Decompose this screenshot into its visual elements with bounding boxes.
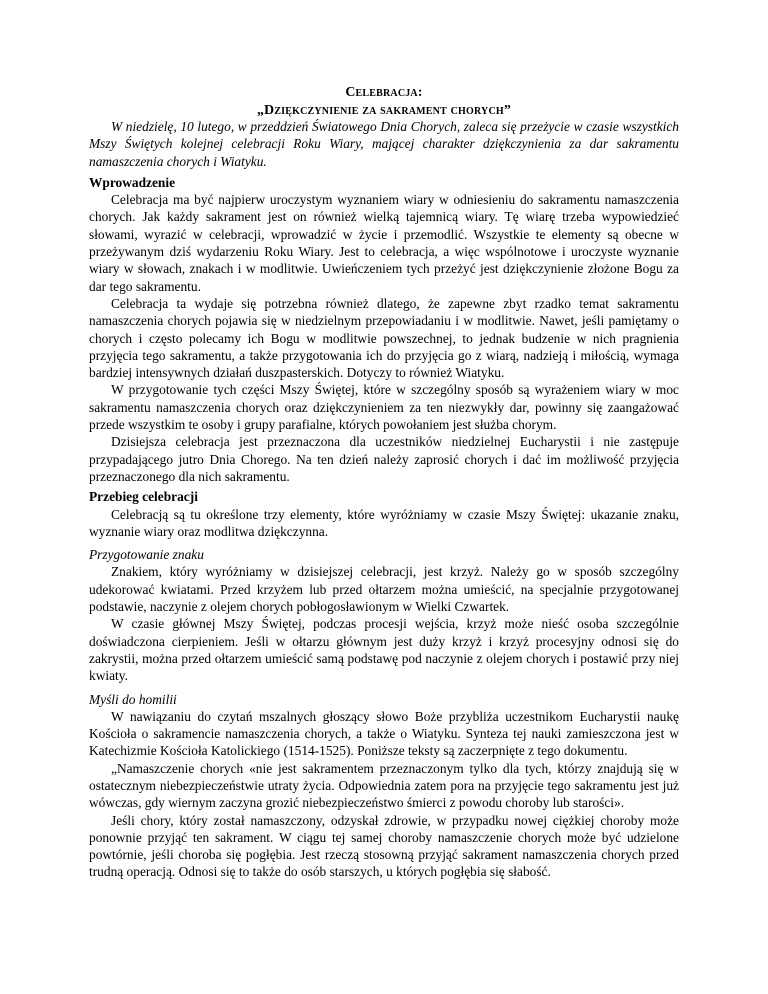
document-title: Celebracja:	[345, 84, 423, 99]
subsection-heading-mysli: Myśli do homilii	[89, 691, 177, 707]
document-subtitle: „Dziękczynienie za sakrament chorych”	[257, 101, 511, 117]
paragraph: „Namaszczenie chorych «nie jest sakramentem przeznaczonym tylko dla tych, którzy znajdują się w ostatecznym niebezpieczeństwie utraty życia. Odpowiednia zatem pora na przyjęcie tego sakramentu jest już wówczas, gdy wiernym zaczyna grozić niebezpieczeństwo śmierci z powodu choroby lub starości».	[89, 760, 679, 811]
document-page	[89, 80, 679, 881]
paragraph: W czasie głównej Mszy Świętej, podczas procesji wejścia, krzyż może nieść osoba szczególnie doświadczona cierpieniem. Jeśli w ołtarzu głównym jest duży krzyż i krzyż procesyjny odnosi się do zakrystii, można przed ołtarzem umieścić samą podstawę pod naczynie z olejem chorych i postawić przy niej kwiaty.	[89, 616, 679, 684]
section-heading-przebieg: Przebieg celebracji	[89, 489, 198, 505]
paragraph: Znakiem, który wyróżniamy w dzisiejszej celebracji, jest krzyż. Należy go w sposób szczególny udekorować kwiatami. Przed krzyżem lub przed ołtarzem można umieścić, na specjalnie przygotowanej podstawie, naczynie z olejem chorych pobłogosławionym w Wielki Czwartek.	[89, 564, 679, 615]
paragraph: W nawiązaniu do czytań mszalnych głoszący słowo Boże przybliża uczestnikom Eucharystii naukę Kościoła o sakramencie namaszczenia chorych, a także o Wiatyku. Synteza tej nauki zamieszczona jest w Katechizmie Kościoła Katolickiego (1514-1525). Poniższe teksty są zaczerpnięte z tego dokumentu.	[89, 708, 679, 759]
paragraph: Dzisiejsza celebracja jest przeznaczona dla uczestników niedzielnej Eucharystii i nie zastępuje przypadającego jutro Dnia Chorego. Na ten dzień należy zaprosić chorych i dać im możliwość przyjęcia przeznaczonego dla nich sakramentu.	[89, 434, 679, 484]
subsection-heading-przygotowanie: Przygotowanie znaku	[89, 547, 204, 563]
paragraph: W przygotowanie tych części Mszy Świętej, które w szczególny sposób są wyrażeniem wiary w moc sakramentu namaszczenia chorych oraz dziękczynieniem za ten niezwykły dar, powinny się zaangażować przede wszystkim te osoby i grupy parafialne, których powołaniem jest służba chorym.	[89, 382, 679, 433]
paragraph: Jeśli chory, który został namaszczony, odzyskał zdrowie, w przypadku nowej ciężkiej choroby może ponownie przyjąć ten sakrament. W ciągu tej samej choroby namaszczenie chorych może być udzielone powtórnie, jeśli choroba się pogłębia. Jest rzeczą stosowną przyjąć sakrament namaszczenia chorych przed trudną operacją. Odnosi się to także do osób starszych, u których pogłębia się słabość.	[89, 812, 679, 880]
intro-paragraph: W niedzielę, 10 lutego, w przeddzień Światowego Dnia Chorych, zaleca się przeżycie w czasie wszystkich Mszy Świętych kolejnej celebracji Roku Wiary, mającej charakter dziękczynienia za dar sakramentu namaszczenia chorych i Wiatyku.	[89, 119, 679, 169]
paragraph: Celebracją są tu określone trzy elementy, które wyróżniamy w czasie Mszy Świętej: ukazanie znaku, wyznanie wiary oraz modlitwa dziękczynna.	[89, 506, 679, 539]
paragraph: Celebracja ta wydaje się potrzebna również dlatego, że zapewne zbyt rzadko temat sakramentu namaszczenia chorych pojawia się w niedzielnym przepowiadaniu i w modlitwie. Nawet, jeśli pamiętamy o chorych i często polecamy ich Bogu w modlitwie powszechnej, to jednak budzenie w nich pragnienia przyjęcia tego sakramentu, a także przygotowania ich do przyjęcia go z wiarą, nadzieją i miłością, wymaga bardziej intensywnych działań duszpasterskich. Dotyczy to również Wiatyku.	[89, 295, 679, 381]
section-heading-wprowadzenie: Wprowadzenie	[89, 174, 176, 190]
paragraph: Celebracja ma być najpierw uroczystym wyznaniem wiary w odniesieniu do sakramentu namaszczenia chorych. Jak każdy sakrament jest on również wielką tajemnicą wiary. Tę wiarę trzeba wypowiedzieć słowami, wyrazić w celebracji, wprowadzić w życie i przemodlić. Wszystkie te elementy są obecne w przeżywanym dziś wydarzeniu Roku Wiary. Jest to celebracja, a więc wspólnotowe i uroczyste wyznanie wiary w słowach, znakach i w modlitwie. Uwieńczeniem tych przeżyć jest dziękczynienie złożone Bogu za dar tego sakramentu.	[89, 192, 679, 294]
